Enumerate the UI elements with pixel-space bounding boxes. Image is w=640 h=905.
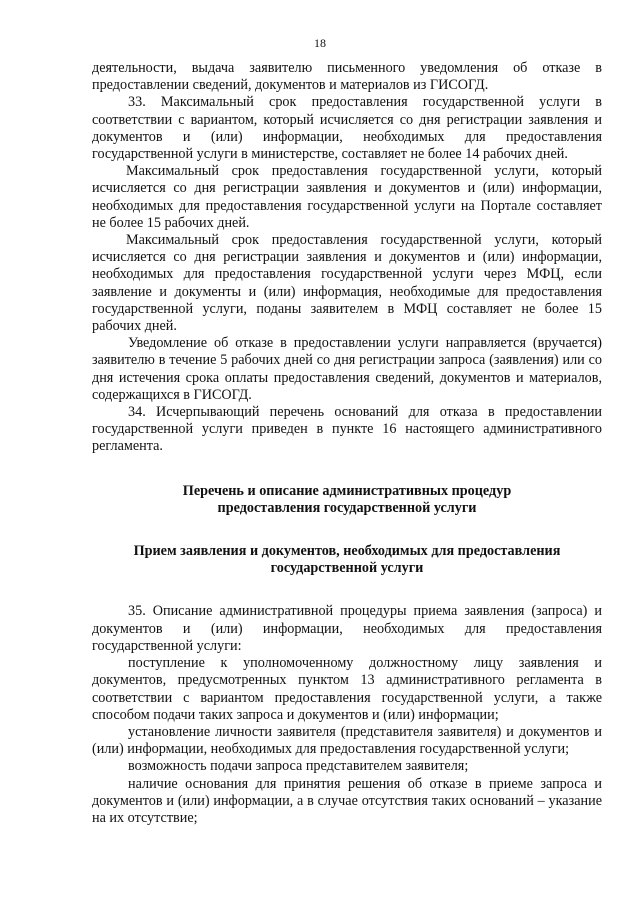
list-item-receipt: поступление к уполномоченному должностному лицу заявления и документов, предусмотренных пунктом 13 административного регламента в соответствии с вариантом предоставления государственной услуги, а также способом подачи таких запроса и документов и (или) информации; — [92, 655, 602, 723]
list-item-refusal-grounds: наличие основания для принятия решения об отказе в приеме запроса и документов и (или) информации, а в случае отсутствия таких оснований – указание на их отсутствие; — [92, 775, 602, 826]
section-heading-reception: Прием заявления и документов, необходимых для предоставления государственной услуги — [133, 543, 561, 577]
paragraph-continuation: деятельности, выдача заявителю письменного уведомления об отказе в предоставлении сведений, документов и материалов из ГИСОГД. — [92, 60, 602, 94]
paragraph-portal-deadline: Максимальный срок предоставления государственной услуги, который исчисляется со дня регистрации заявления и документов и (или) информации, необходимых для предоставления государственной услуги на Портале составляет не более 15 рабочих дней. — [92, 163, 602, 231]
paragraph-34: 34. Исчерпывающий перечень оснований для отказа в предоставлении государственной услуги приведен в пункте 16 настоящего административного регламента. — [92, 404, 602, 455]
list-item-identity: установление личности заявителя (представителя заявителя) и документов и (или) информации, необходимых для предоставления государственной услуги; — [92, 723, 602, 758]
paragraph-refusal-notice: Уведомление об отказе в предоставлении услуги направляется (вручается) заявителю в течение 5 рабочих дней со дня регистрации запроса (заявления) или со дня истечения срока оплаты предоставления сведений, документов и материалов, содержащихся в ГИСОГД. — [92, 335, 602, 403]
paragraph-mfc-deadline: Максимальный срок предоставления государственной услуги, который исчисляется со дня регистрации заявления и документов и (или) информации, необходимых для предоставления государственной услуги через МФЦ, если заявление и документы и (или) информация, необходимые для предоставления государственной услуги, поданы заявителем в МФЦ составляет не более 15 рабочих дней. — [92, 232, 602, 335]
paragraph-35: 35. Описание административной процедуры приема заявления (запроса) и документов и (или) информации, необходимых для предоставления государственной услуги: — [92, 603, 602, 654]
page-number: 18 — [314, 36, 326, 50]
list-item-representative: возможность подачи запроса представителем заявителя; — [128, 758, 469, 775]
document-body — [92, 60, 602, 827]
paragraph-33: 33. Максимальный срок предоставления государственной услуги в соответствии с вариантом, который исчисляется со дня регистрации заявления и документов и (или) информации, необходимых для предоставления государственной услуги в министерстве, составляет не более 14 рабочих дней. — [92, 94, 602, 163]
section-heading-procedures: Перечень и описание административных процедур предоставления государственной услуги — [182, 482, 512, 516]
